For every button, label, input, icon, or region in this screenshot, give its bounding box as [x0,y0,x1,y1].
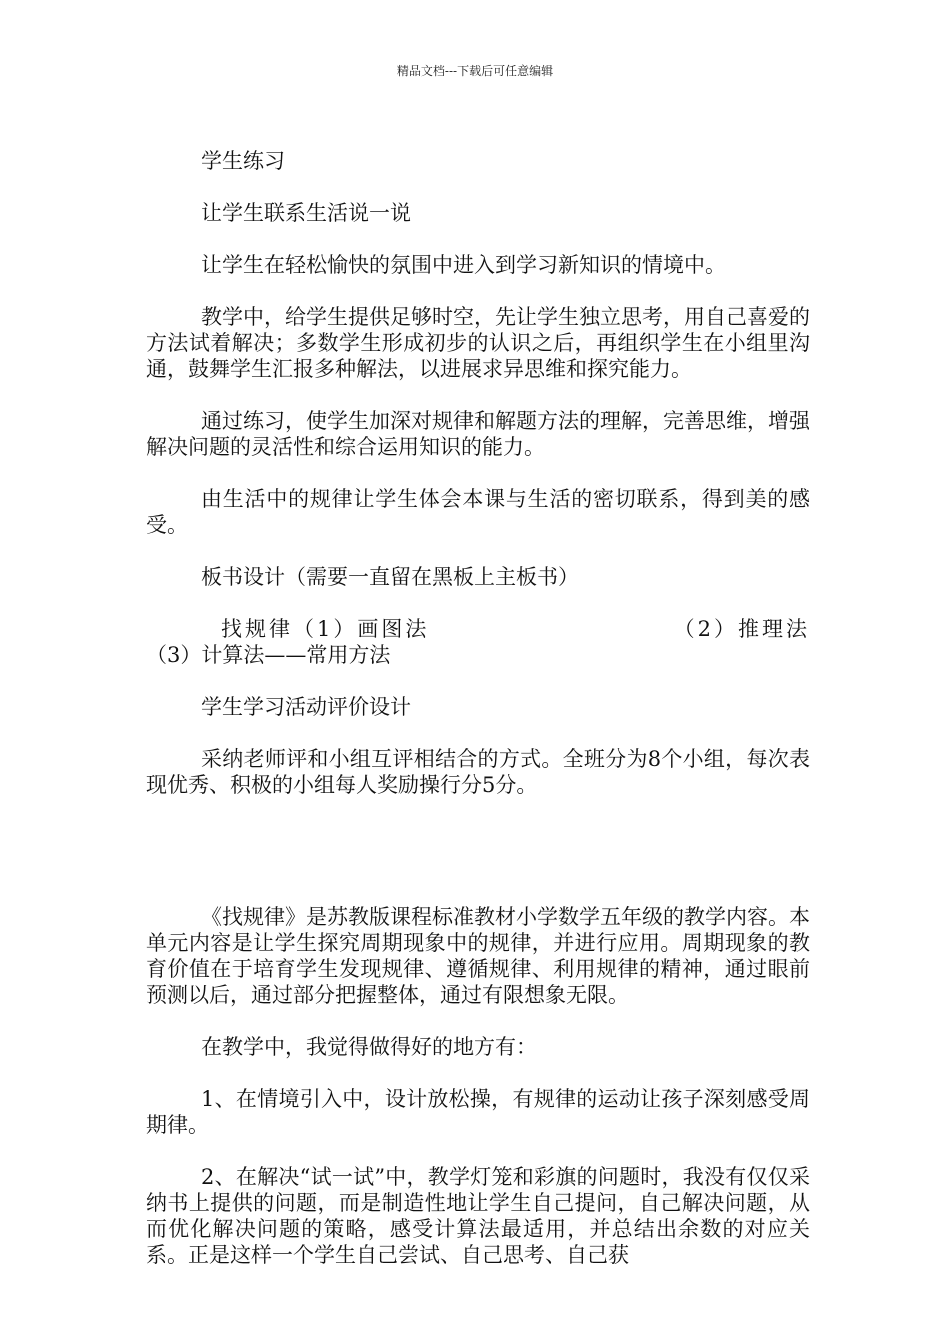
board-method-1: 找规律（1）画图法 [221,617,430,641]
board-method-2: （2）推理法 [673,617,810,641]
paragraph: 由生活中的规律让学生体会本课与生活的密切联系，得到美的感受。 [146,487,810,537]
paragraph: 2、在解决“试一试”中，教学灯笼和彩旗的问题时，我没有仅仅采纳书上提供的问题，而是制造性地让学生自己提问，自己解决问题，从而优化解决问题的策略，感受计算法最适用，并总结出余数的对应关系。正是这样一个学生自己尝试、自己思考、自己获 [146,1165,810,1267]
board-method-3: （3）计算法——常用方法 [146,643,391,667]
spacer [146,824,810,904]
paragraph: 让学生在轻松愉快的氛围中进入到学习新知识的情境中。 [201,253,726,277]
paragraph: 在教学中，我觉得做得好的地方有： [201,1035,537,1059]
paragraph: 教学中，给学生提供足够时空，先让学生独立思考，用自己喜爱的方法试着解决；多数学生形成初步的认识之后，再组织学生在小组里沟通，鼓舞学生汇报多种解法，以进展求异思维和探究能力。 [146,305,810,381]
paragraph: 1、在情境引入中，设计放松操，有规律的运动让孩子深刻感受周期律。 [146,1087,810,1137]
evaluation-heading: 学生学习活动评价设计 [201,695,411,719]
paragraph: 《找规律》是苏教版课程标准教材小学数学五年级的教学内容。本单元内容是让学生探究周期现象中的规律，并进行应用。周期现象的教育价值在于培育学生发现规律、遵循规律、利用规律的精神，通过眼前预测以后，通过部分把握整体，通过有限想象无限。 [146,905,810,1007]
board-design-heading: 板书设计（需要一直留在黑板上主板书） [201,565,579,589]
paragraph: 让学生联系生活说一说 [201,201,411,225]
board-content-line [146,616,810,642]
paragraph: 通过练习，使学生加深对规律和解题方法的理解，完善思维，增强解决问题的灵活性和综合运用知识的能力。 [146,409,810,459]
paragraph: 学生练习 [201,149,285,173]
paragraph: 采纳老师评和小组互评相结合的方式。全班分为8个小组，每次表现优秀、积极的小组每人奖励操行分5分。 [146,747,810,797]
page-header: 精品文档---下载后可任意编辑 [396,64,554,78]
document-body [146,148,810,1294]
